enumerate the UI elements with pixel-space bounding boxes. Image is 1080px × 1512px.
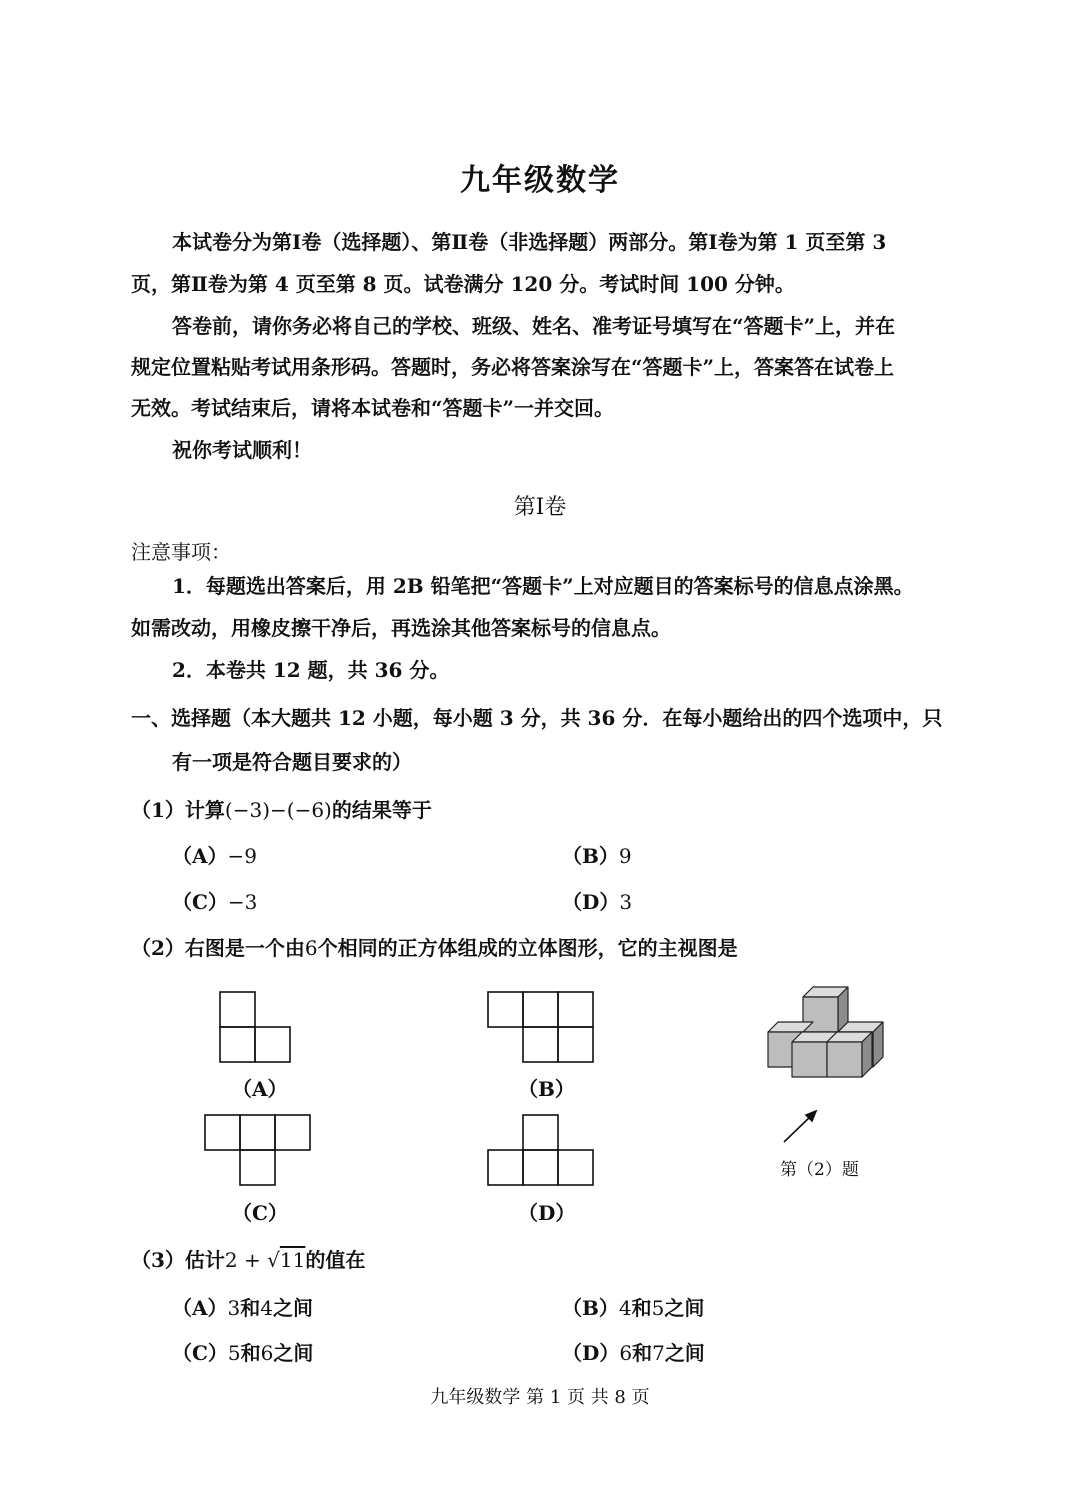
q2-figure-b — [486, 990, 594, 1064]
option-value: 3 — [619, 890, 633, 914]
q3-option-c — [172, 1333, 313, 1373]
option-label: （D） — [562, 1341, 620, 1365]
option-text: 和 — [240, 1341, 261, 1365]
q1-prefix: （1）计算 — [131, 798, 225, 822]
q1-option-b — [562, 836, 632, 876]
option-text: 和 — [631, 1296, 652, 1320]
q2-stem — [131, 928, 738, 968]
option-value: 3 — [227, 1296, 241, 1320]
intro-line-4: 规定位置粘贴考试用条形码。答题时，务必将答案涂写在“答题卡”上，答案答在试卷上 — [131, 355, 895, 379]
option-value: 5 — [651, 1296, 665, 1320]
option-value: 6 — [619, 1341, 633, 1365]
q1-suffix: 的结果等于 — [331, 798, 432, 822]
option-label: （B） — [562, 844, 619, 868]
intro-line-1: 本试卷分为第Ⅰ卷（选择题）、第Ⅱ卷（非选择题）两部分。第Ⅰ卷为第 1 页至第 3 — [172, 230, 887, 254]
q2-label-d: （D） — [518, 1201, 576, 1225]
option-value: 6 — [260, 1341, 274, 1365]
option-label: （C） — [172, 890, 228, 914]
q3-stem — [131, 1240, 365, 1280]
option-value: −3 — [227, 890, 258, 914]
q3-option-d — [562, 1333, 705, 1373]
option-text: 之间 — [664, 1296, 705, 1320]
intro-line-3: 答卷前，请你务必将自己的学校、班级、姓名、准考证号填写在“答题卡”上，并在 — [172, 314, 896, 338]
option-value: 4 — [618, 1296, 632, 1320]
option-label: （A） — [172, 844, 228, 868]
option-text: 之间 — [273, 1296, 313, 1320]
page-title: 九年级数学 — [460, 163, 620, 198]
option-text: 之间 — [664, 1341, 705, 1365]
option-text: 和 — [240, 1296, 261, 1320]
q1-stem — [131, 790, 432, 830]
q3-suffix: 的值在 — [305, 1248, 366, 1272]
option-value: 4 — [260, 1296, 273, 1320]
q2-figure-a — [218, 990, 292, 1064]
q2-figure-c — [203, 1113, 311, 1187]
q2-figure-caption: 第（2）题 — [780, 1160, 859, 1180]
option-value: 9 — [618, 844, 632, 868]
note-1a: 1．每题选出答案后，用 2B 铅笔把“答题卡”上对应题目的答案标号的信息点涂黑。 — [172, 574, 914, 598]
q3-option-b — [562, 1288, 704, 1328]
notes-label: 注意事项： — [131, 540, 231, 564]
option-label: （C） — [172, 1341, 228, 1365]
q2-label-a: （A） — [232, 1077, 288, 1101]
q1-option-a — [172, 836, 257, 876]
intro-line-2: 页，第Ⅱ卷为第 4 页至第 8 页。试卷满分 120 分。考试时间 100 分钟。 — [131, 272, 795, 296]
q2-number: 6 — [304, 936, 318, 960]
intro-line-5: 无效。考试结束后，请将本试卷和“答题卡”一并交回。 — [131, 396, 615, 420]
intro-line-6: 祝你考试顺利！ — [172, 438, 312, 462]
q2-figure-d — [486, 1113, 594, 1187]
option-value: 5 — [227, 1341, 241, 1365]
q2-cube-solid-figure — [760, 985, 895, 1145]
option-value: −9 — [227, 844, 258, 868]
option-value: 7 — [652, 1341, 665, 1365]
q1-expression: (−3)−(−6) — [224, 798, 332, 822]
q2-label-b: （B） — [518, 1077, 575, 1101]
page-footer: 九年级数学 第 1 页 共 8 页 — [430, 1387, 650, 1408]
q3-option-a — [172, 1288, 313, 1328]
q2-label-c: （C） — [232, 1201, 288, 1225]
q3-radicand: 11 — [279, 1248, 306, 1272]
q3-prefix: （3）估计 — [131, 1248, 225, 1272]
q1-option-c — [172, 882, 257, 922]
section1-line-2: 有一项是符合题目要求的） — [172, 750, 412, 774]
note-2: 2．本卷共 12 题，共 36 分。 — [172, 658, 450, 682]
option-text: 之间 — [273, 1341, 314, 1365]
sqrt-symbol: √ — [267, 1248, 280, 1272]
option-label: （A） — [172, 1296, 228, 1320]
q1-option-d — [562, 882, 632, 922]
option-label: （D） — [562, 890, 620, 914]
option-label: （B） — [562, 1296, 619, 1320]
part1-heading: 第Ⅰ卷 — [513, 495, 567, 520]
q2-text-a: （2）右图是一个由 — [131, 936, 305, 960]
section1-line-1: 一、选择题（本大题共 12 小题，每小题 3 分，共 36 分．在每小题给出的四个选项中，只 — [131, 706, 943, 730]
q2-text-b: 个相同的正方体组成的立体图形，它的主视图是 — [317, 936, 738, 960]
option-text: 和 — [632, 1341, 653, 1365]
q3-expression: 2 + — [224, 1248, 268, 1272]
note-1b: 如需改动，用橡皮擦干净后，再选涂其他答案标号的信息点。 — [131, 616, 671, 640]
